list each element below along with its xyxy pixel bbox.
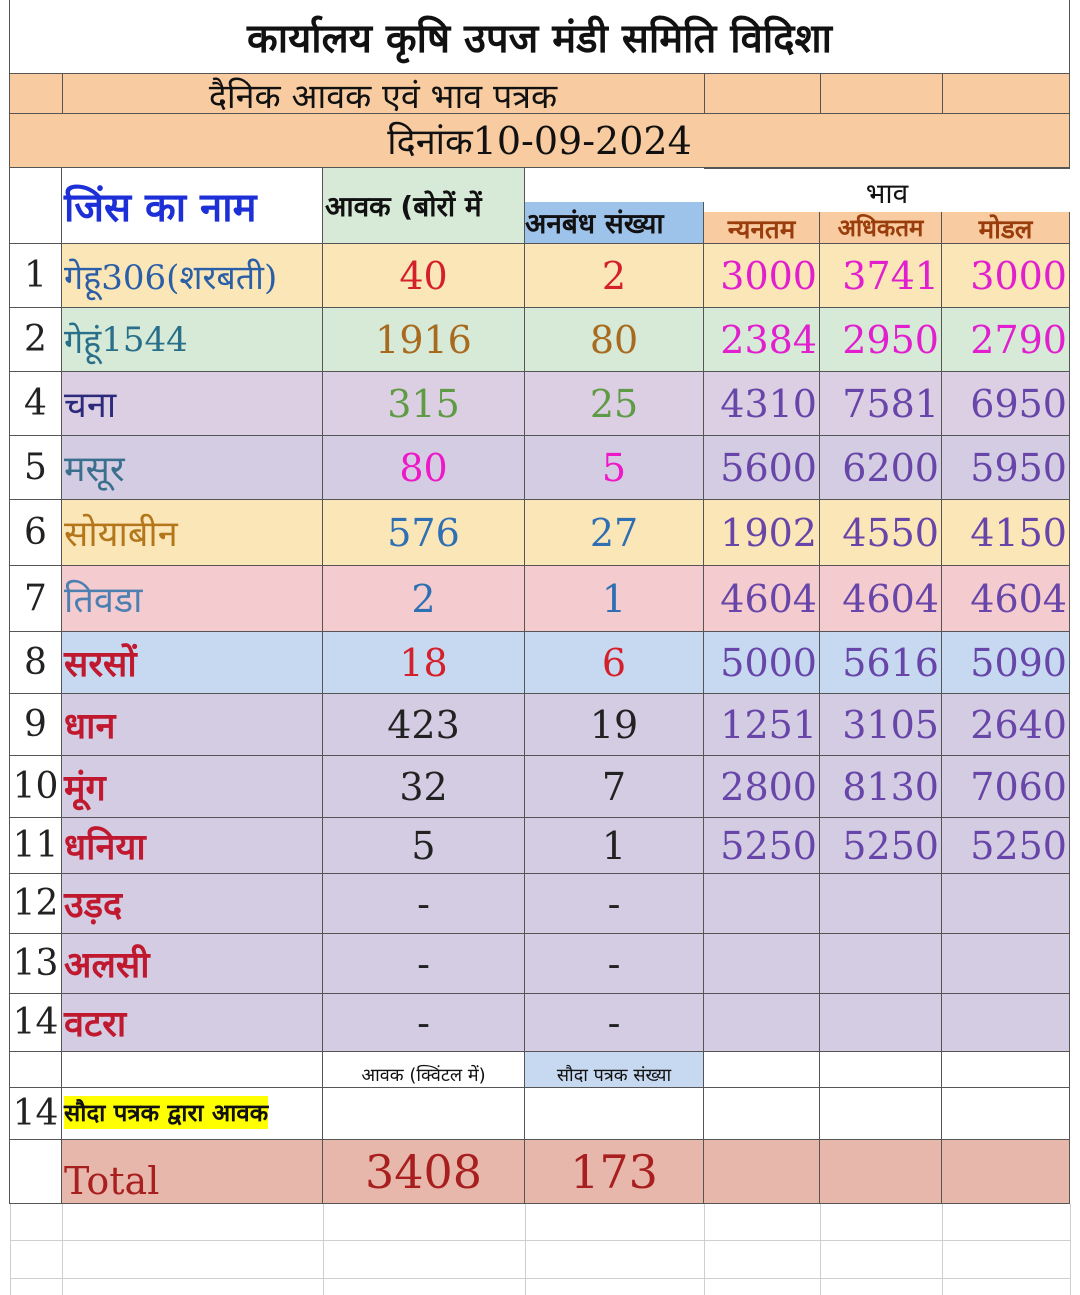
row-min: 5600 bbox=[704, 436, 820, 500]
grid-line bbox=[820, 1204, 821, 1295]
row-max bbox=[820, 874, 942, 934]
row-modal: 2790 bbox=[942, 308, 1070, 372]
row-arrival: 2 bbox=[323, 566, 525, 632]
row-modal: 4604 bbox=[942, 566, 1070, 632]
header-contracts-top bbox=[525, 168, 704, 202]
cell-divider bbox=[942, 74, 943, 114]
header-contracts: अनबंध संख्या bbox=[525, 202, 704, 244]
crop-name: गेहूं bbox=[64, 321, 102, 362]
row-max: 4550 bbox=[820, 500, 942, 566]
row-contracts: - bbox=[525, 994, 704, 1052]
row-min: 2384 bbox=[704, 308, 820, 372]
row-no: 5 bbox=[10, 436, 62, 500]
row-contracts: 1 bbox=[525, 818, 704, 874]
sauda-row-blank bbox=[942, 1088, 1070, 1140]
row-modal bbox=[942, 994, 1070, 1052]
row-min: 4604 bbox=[704, 566, 820, 632]
row-arrival: 423 bbox=[323, 694, 525, 756]
sauda-row-no: 14 bbox=[10, 1088, 62, 1140]
row-modal: 6950 bbox=[942, 372, 1070, 436]
row-max: 7581 bbox=[820, 372, 942, 436]
row-name bbox=[62, 756, 323, 818]
row-arrival: 32 bbox=[323, 756, 525, 818]
header-arrival: आवक (बोरों में bbox=[323, 168, 525, 244]
row-min: 5000 bbox=[704, 632, 820, 694]
sub-arrival-quintal: आवक (क्विंटल में) bbox=[323, 1052, 525, 1088]
row-modal: 5250 bbox=[942, 818, 1070, 874]
row-min: 1902 bbox=[704, 500, 820, 566]
row-min: 2800 bbox=[704, 756, 820, 818]
crop-variety: 1544 bbox=[101, 319, 188, 360]
row-no: 11 bbox=[10, 818, 62, 874]
grid-line bbox=[704, 1204, 705, 1295]
row-arrival: - bbox=[323, 934, 525, 994]
sub-blank bbox=[942, 1052, 1070, 1088]
row-name bbox=[62, 436, 323, 500]
grid-line bbox=[10, 1278, 1070, 1279]
row-arrival: 5 bbox=[323, 818, 525, 874]
row-name bbox=[62, 308, 323, 372]
crop-name: धान bbox=[64, 706, 116, 747]
crop-name: चना bbox=[64, 385, 117, 426]
header-no bbox=[10, 168, 62, 244]
row-contracts: 1 bbox=[525, 566, 704, 632]
grid-line bbox=[323, 1204, 324, 1295]
row-arrival: 576 bbox=[323, 500, 525, 566]
total-blank bbox=[704, 1140, 820, 1204]
crop-name: धनिया bbox=[64, 827, 146, 868]
row-arrival: 1916 bbox=[323, 308, 525, 372]
row-arrival: 80 bbox=[323, 436, 525, 500]
grid-line bbox=[10, 1204, 11, 1295]
grid-line bbox=[62, 1204, 63, 1295]
row-no: 10 bbox=[10, 756, 62, 818]
total-arrival: 3408 bbox=[323, 1140, 525, 1204]
grid-line bbox=[525, 1204, 526, 1295]
grid-line bbox=[1070, 1204, 1071, 1295]
row-min bbox=[704, 934, 820, 994]
crop-name: उड़द bbox=[64, 885, 123, 926]
row-modal: 2640 bbox=[942, 694, 1070, 756]
row-contracts: - bbox=[525, 874, 704, 934]
row-max: 3105 bbox=[820, 694, 942, 756]
total-blank bbox=[942, 1140, 1070, 1204]
row-modal: 7060 bbox=[942, 756, 1070, 818]
row-contracts: 2 bbox=[525, 244, 704, 308]
sub-blank bbox=[704, 1052, 820, 1088]
crop-name: गेहू bbox=[64, 257, 102, 298]
sauda-row-blank bbox=[323, 1088, 525, 1140]
date-value: 10-09-2024 bbox=[472, 118, 692, 163]
date-label: दिनांक bbox=[387, 122, 473, 163]
row-no: 7 bbox=[10, 566, 62, 632]
row-contracts: 80 bbox=[525, 308, 704, 372]
row-min: 3000 bbox=[704, 244, 820, 308]
sauda-row-blank bbox=[820, 1088, 942, 1140]
cell-divider bbox=[704, 74, 705, 114]
crop-name: मसूर bbox=[64, 449, 125, 490]
row-max: 4604 bbox=[820, 566, 942, 632]
header-modal: मोडल bbox=[942, 212, 1070, 244]
sauda-row-blank bbox=[525, 1088, 704, 1140]
row-arrival: 18 bbox=[323, 632, 525, 694]
crop-name: मूंग bbox=[64, 768, 106, 809]
row-contracts: 25 bbox=[525, 372, 704, 436]
row-modal: 5950 bbox=[942, 436, 1070, 500]
row-max: 8130 bbox=[820, 756, 942, 818]
header-name: जिंस का नाम bbox=[62, 168, 323, 244]
row-modal: 4150 bbox=[942, 500, 1070, 566]
date-row bbox=[10, 114, 1070, 168]
row-arrival: - bbox=[323, 874, 525, 934]
row-max: 5616 bbox=[820, 632, 942, 694]
crop-name: सोयाबीन bbox=[64, 514, 178, 555]
row-no: 1 bbox=[10, 244, 62, 308]
sauda-row-label-cell bbox=[62, 1088, 323, 1140]
header-price-group: भाव bbox=[704, 168, 1070, 212]
row-arrival: 40 bbox=[323, 244, 525, 308]
sauda-row-blank bbox=[704, 1088, 820, 1140]
sub-sauda-count: सौदा पत्रक संख्या bbox=[525, 1052, 704, 1088]
row-name bbox=[62, 694, 323, 756]
total-contracts: 173 bbox=[525, 1140, 704, 1204]
row-max bbox=[820, 934, 942, 994]
crop-name: तिवडा bbox=[64, 580, 143, 621]
row-arrival: - bbox=[323, 994, 525, 1052]
sub-blank-name bbox=[62, 1052, 323, 1088]
row-modal: 5090 bbox=[942, 632, 1070, 694]
row-name bbox=[62, 372, 323, 436]
row-no: 2 bbox=[10, 308, 62, 372]
row-min bbox=[704, 874, 820, 934]
row-max: 5250 bbox=[820, 818, 942, 874]
row-name bbox=[62, 874, 323, 934]
row-no: 12 bbox=[10, 874, 62, 934]
row-contracts: 19 bbox=[525, 694, 704, 756]
row-max: 2950 bbox=[820, 308, 942, 372]
row-min: 4310 bbox=[704, 372, 820, 436]
total-label: Total bbox=[62, 1140, 323, 1204]
row-min bbox=[704, 994, 820, 1052]
cell-divider bbox=[820, 74, 821, 114]
row-name bbox=[62, 818, 323, 874]
header-max: अधिकतम bbox=[820, 212, 942, 244]
row-name bbox=[62, 500, 323, 566]
grid-line bbox=[10, 1240, 1070, 1241]
row-max: 6200 bbox=[820, 436, 942, 500]
sub-blank bbox=[820, 1052, 942, 1088]
row-arrival: 315 bbox=[323, 372, 525, 436]
page-title: कार्यालय कृषि उपज मंडी समिति विदिशा bbox=[10, 0, 1070, 74]
total-row-no bbox=[10, 1140, 62, 1204]
total-blank bbox=[820, 1140, 942, 1204]
row-contracts: 27 bbox=[525, 500, 704, 566]
row-no: 9 bbox=[10, 694, 62, 756]
row-name bbox=[62, 244, 323, 308]
row-name bbox=[62, 994, 323, 1052]
header-min: न्यनतम bbox=[704, 212, 820, 244]
crop-name: सरसों bbox=[64, 644, 137, 685]
header-price-topline bbox=[704, 168, 1070, 169]
row-max: 3741 bbox=[820, 244, 942, 308]
row-contracts: 7 bbox=[525, 756, 704, 818]
row-name bbox=[62, 632, 323, 694]
row-contracts: - bbox=[525, 934, 704, 994]
row-max bbox=[820, 994, 942, 1052]
row-contracts: 5 bbox=[525, 436, 704, 500]
row-name bbox=[62, 566, 323, 632]
grid-line bbox=[942, 1204, 943, 1295]
row-no: 4 bbox=[10, 372, 62, 436]
crop-name: वटरा bbox=[64, 1004, 127, 1045]
crop-name: अलसी bbox=[64, 945, 150, 986]
row-modal bbox=[942, 934, 1070, 994]
row-min: 1251 bbox=[704, 694, 820, 756]
sauda-row-label: सौदा पत्रक द्वारा आवक bbox=[64, 1096, 268, 1129]
row-contracts: 6 bbox=[525, 632, 704, 694]
crop-variety: 306(शरबती) bbox=[101, 257, 278, 298]
row-no: 8 bbox=[10, 632, 62, 694]
row-min: 5250 bbox=[704, 818, 820, 874]
row-no: 6 bbox=[10, 500, 62, 566]
row-name bbox=[62, 934, 323, 994]
row-no: 13 bbox=[10, 934, 62, 994]
sub-blank-no bbox=[10, 1052, 62, 1088]
row-no: 14 bbox=[10, 994, 62, 1052]
row-modal bbox=[942, 874, 1070, 934]
subtitle: दैनिक आवक एवं भाव पत्रक bbox=[208, 77, 558, 114]
row-modal: 3000 bbox=[942, 244, 1070, 308]
